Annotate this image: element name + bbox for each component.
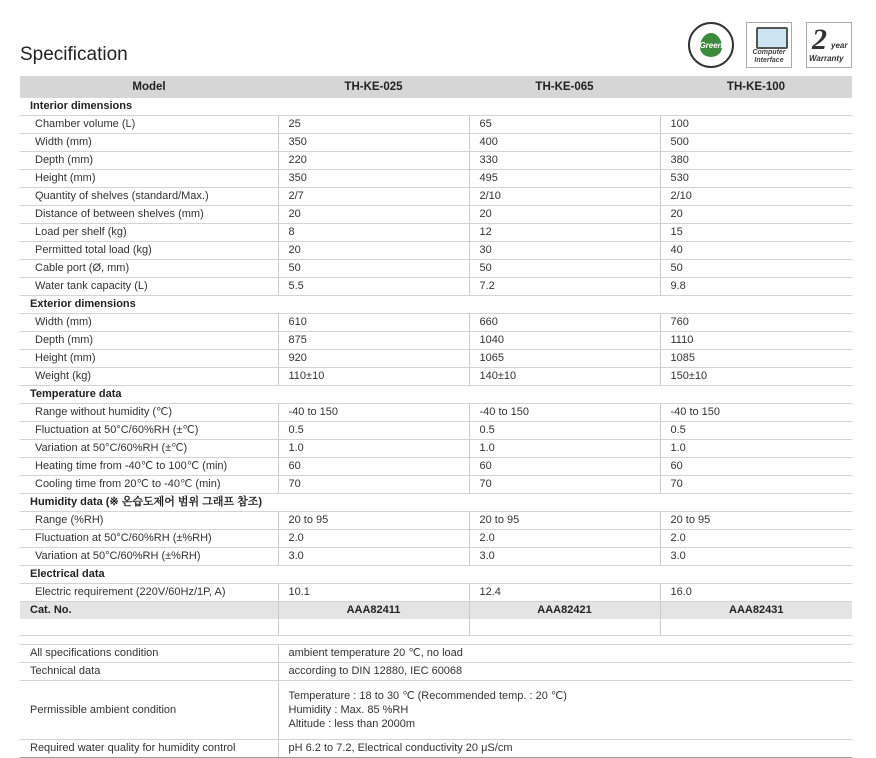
section-filler [660,98,852,116]
row-label: Electric requirement (220V/60Hz/1P, A) [20,584,278,602]
row-value: 65 [469,116,660,134]
row-label: Chamber volume (L) [20,116,278,134]
section-filler [660,566,852,584]
blank-cell [278,619,469,636]
row-value: 495 [469,170,660,188]
row-value: 150±10 [660,368,852,386]
row-value: 920 [278,350,469,368]
table-row [20,134,852,152]
section-filler [660,296,852,314]
section-filler [278,296,469,314]
row-value: 25 [278,116,469,134]
condition-value: according to DIN 12880, IEC 60068 [278,663,852,681]
row-value: 12 [469,224,660,242]
section-filler [469,98,660,116]
badge-group [688,22,854,70]
table-row [20,458,852,476]
table-row [20,242,852,260]
condition-row [20,681,852,740]
cat-no-row [20,602,852,620]
section-row [20,98,852,116]
section-title: Exterior dimensions [20,296,278,314]
row-value: 70 [278,476,469,494]
row-value: 400 [469,134,660,152]
condition-value: ambient temperature 20 ℃, no load [278,645,852,663]
condition-value [278,681,852,740]
row-value: 10.1 [278,584,469,602]
table-row [20,260,852,278]
row-label: Variation at 50°C/60%RH (±%RH) [20,548,278,566]
row-label: Width (mm) [20,314,278,332]
row-value: 2.0 [278,530,469,548]
row-value: -40 to 150 [660,404,852,422]
row-value: 0.5 [469,422,660,440]
row-label: Water tank capacity (L) [20,278,278,296]
section-filler [278,98,469,116]
row-value: 12.4 [469,584,660,602]
blank-cell [20,619,278,636]
row-value: 70 [660,476,852,494]
condition-line: Humidity : Max. 85 %RH [288,704,409,716]
row-value: 20 [278,242,469,260]
row-label: Depth (mm) [20,332,278,350]
row-value: 610 [278,314,469,332]
row-value: 875 [278,332,469,350]
cat-no-value: AAA82421 [469,602,660,620]
row-value: 220 [278,152,469,170]
section-filler [278,566,469,584]
table-row [20,350,852,368]
table-row [20,206,852,224]
table-row [20,512,852,530]
section-filler [469,386,660,404]
table-row [20,278,852,296]
condition-label: Technical data [20,663,278,681]
row-label: Heating time from -40℃ to 100℃ (min) [20,458,278,476]
row-value: 110±10 [278,368,469,386]
row-value: 20 [278,206,469,224]
row-value: 500 [660,134,852,152]
section-filler [278,494,469,512]
blank-row [20,619,852,636]
row-value: 1110 [660,332,852,350]
table-row [20,152,852,170]
row-value: 2.0 [660,530,852,548]
warranty-icon: 2 year Warranty [806,22,852,68]
section-row [20,566,852,584]
section-row [20,386,852,404]
row-label: Variation at 50°C/60%RH (±℃) [20,440,278,458]
row-value: 20 to 95 [278,512,469,530]
table-row [20,548,852,566]
row-label: Weight (kg) [20,368,278,386]
row-value: 3.0 [469,548,660,566]
row-value: 20 [660,206,852,224]
model-column-header: TH-KE-025 [278,76,469,98]
row-value: 70 [469,476,660,494]
row-value: 530 [660,170,852,188]
row-label: Load per shelf (kg) [20,224,278,242]
row-label: Height (mm) [20,170,278,188]
condition-line: Temperature : 18 to 30 ℃ (Recommended temp. : 20 ℃) [288,690,567,702]
row-value: -40 to 150 [278,404,469,422]
section-row [20,494,852,512]
row-value: 30 [469,242,660,260]
condition-row [20,663,852,681]
row-value: 5.5 [278,278,469,296]
row-value: 760 [660,314,852,332]
condition-row [20,645,852,663]
page-title: Specification [20,44,128,65]
row-value: 40 [660,242,852,260]
row-value: 380 [660,152,852,170]
row-value: 1085 [660,350,852,368]
row-value: 0.5 [660,422,852,440]
row-label: Height (mm) [20,350,278,368]
row-label: Quantity of shelves (standard/Max.) [20,188,278,206]
table-row [20,584,852,602]
row-label: Range (%RH) [20,512,278,530]
table-row [20,404,852,422]
row-value: 1.0 [278,440,469,458]
condition-label: Required water quality for humidity control [20,740,278,758]
row-value: 1.0 [660,440,852,458]
green-badge-icon: Green [688,22,734,68]
section-title: Interior dimensions [20,98,278,116]
row-value: 50 [660,260,852,278]
table-row [20,440,852,458]
row-value: 60 [660,458,852,476]
model-column-header: TH-KE-065 [469,76,660,98]
row-value: 60 [278,458,469,476]
row-value: 50 [469,260,660,278]
spec-table [20,76,852,758]
row-label: Cooling time from 20℃ to -40℃ (min) [20,476,278,494]
row-value: 9.8 [660,278,852,296]
row-label: Depth (mm) [20,152,278,170]
row-label: Fluctuation at 50°C/60%RH (±℃) [20,422,278,440]
row-value: 100 [660,116,852,134]
condition-label: Permissible ambient condition [20,681,278,740]
row-value: 20 [469,206,660,224]
row-label: Fluctuation at 50°C/60%RH (±%RH) [20,530,278,548]
blank-cell [469,619,660,636]
row-value: 50 [278,260,469,278]
condition-label: All specifications condition [20,645,278,663]
row-value: 2/7 [278,188,469,206]
row-value: 140±10 [469,368,660,386]
table-row [20,422,852,440]
table-row [20,116,852,134]
row-value: -40 to 150 [469,404,660,422]
row-value: 330 [469,152,660,170]
section-filler [469,494,660,512]
condition-line: Altitude : less than 2000m [288,718,416,730]
table-row [20,332,852,350]
section-filler [469,296,660,314]
row-value: 350 [278,134,469,152]
row-value: 20 to 95 [660,512,852,530]
computer-interface-icon: Computer Interface [746,22,792,68]
row-value: 20 to 95 [469,512,660,530]
cat-no-value: AAA82431 [660,602,852,620]
spacer-row [20,636,852,645]
row-value: 15 [660,224,852,242]
section-row [20,296,852,314]
row-value: 60 [469,458,660,476]
table-row [20,476,852,494]
row-value: 1040 [469,332,660,350]
cat-no-value: AAA82411 [278,602,469,620]
row-value: 3.0 [660,548,852,566]
model-column-header: TH-KE-100 [660,76,852,98]
row-value: 3.0 [278,548,469,566]
row-value: 2/10 [469,188,660,206]
table-row [20,314,852,332]
table-header [20,76,852,98]
row-label: Cable port (Ø, mm) [20,260,278,278]
row-label: Width (mm) [20,134,278,152]
row-value: 0.5 [278,422,469,440]
row-value: 2.0 [469,530,660,548]
section-title: Humidity data (※ 온습도제어 범위 그래프 참조) [20,494,278,512]
condition-value: pH 6.2 to 7.2, Electrical conductivity 20 μS/cm [278,740,852,758]
row-label: Range without humidity (℃) [20,404,278,422]
row-label: Distance of between shelves (mm) [20,206,278,224]
cat-no-label: Cat. No. [20,602,278,620]
section-filler [660,386,852,404]
row-label: Permitted total load (kg) [20,242,278,260]
model-header: Model [20,76,278,98]
section-title: Temperature data [20,386,278,404]
section-filler [660,494,852,512]
table-row [20,530,852,548]
row-value: 7.2 [469,278,660,296]
blank-cell [660,619,852,636]
table-row [20,170,852,188]
condition-row [20,740,852,758]
section-title: Electrical data [20,566,278,584]
table-row [20,368,852,386]
row-value: 8 [278,224,469,242]
row-value: 660 [469,314,660,332]
table-row [20,224,852,242]
row-value: 16.0 [660,584,852,602]
section-filler [469,566,660,584]
row-value: 2/10 [660,188,852,206]
table-row [20,188,852,206]
row-value: 350 [278,170,469,188]
row-value: 1065 [469,350,660,368]
row-value: 1.0 [469,440,660,458]
section-filler [278,386,469,404]
